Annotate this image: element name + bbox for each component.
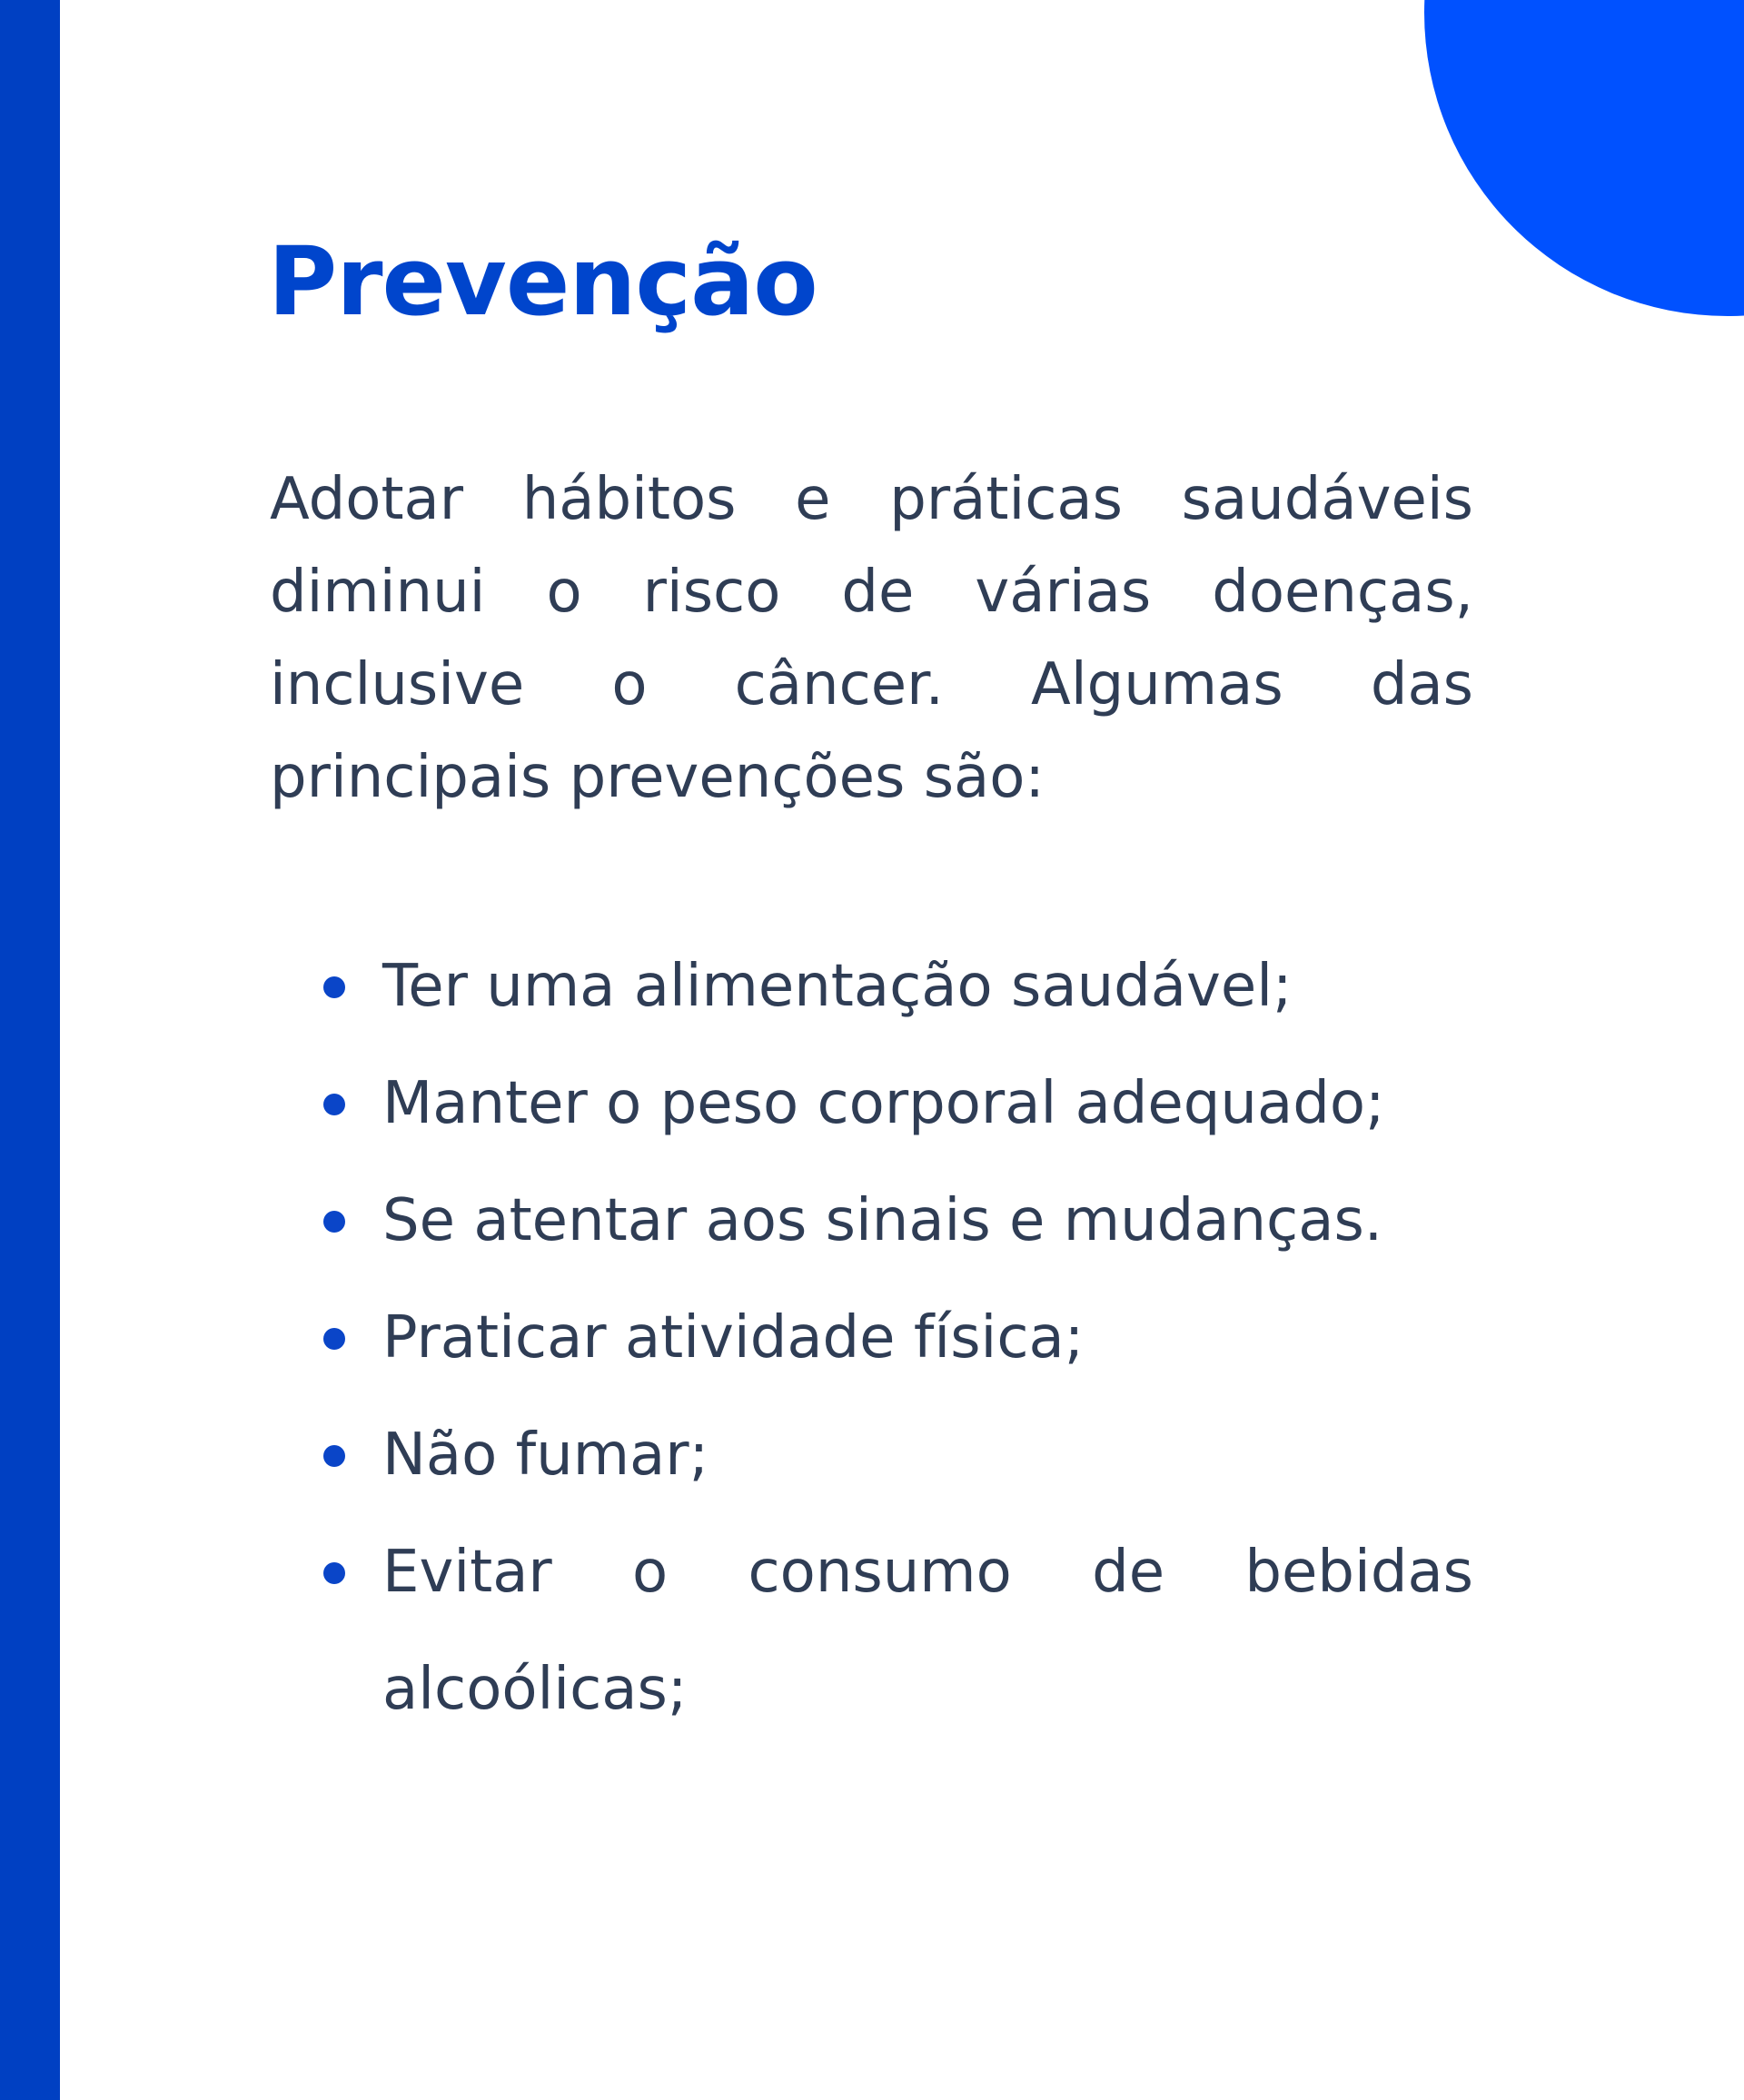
list-item xyxy=(323,1045,1473,1163)
list-item xyxy=(323,1397,1473,1514)
page-title: Prevenção xyxy=(268,226,818,337)
bullet-icon xyxy=(323,1094,345,1115)
prevention-list xyxy=(323,928,1473,1748)
corner-circle-decoration xyxy=(1424,0,1744,316)
list-item-text: Praticar atividade física; xyxy=(382,1304,1085,1372)
side-accent-bar xyxy=(0,0,60,2100)
list-item xyxy=(323,1514,1473,1748)
bullet-icon xyxy=(323,1211,345,1233)
list-item-text: Manter o peso corporal adequado; xyxy=(382,1070,1385,1137)
bullet-icon xyxy=(323,1328,345,1350)
intro-paragraph: Adotar hábitos e práticas saudáveis diminui o risco de várias doenças, inclusive o câncer. Algumas das principais prevenções são: xyxy=(270,466,1473,811)
bullet-icon xyxy=(323,1562,345,1584)
bullet-icon xyxy=(323,1445,345,1467)
list-item xyxy=(323,1280,1473,1397)
bullet-icon xyxy=(323,976,345,998)
list-item-text: Ter uma alimentação saudável; xyxy=(382,953,1293,1020)
list-item-text: Se atentar aos sinais e mudanças. xyxy=(382,1187,1383,1254)
list-item-text: Não fumar; xyxy=(382,1421,709,1489)
list-item xyxy=(323,1163,1473,1280)
list-item xyxy=(323,928,1473,1045)
list-item-text: Evitar o consumo de bebidas alcoólicas; xyxy=(382,1539,1473,1723)
